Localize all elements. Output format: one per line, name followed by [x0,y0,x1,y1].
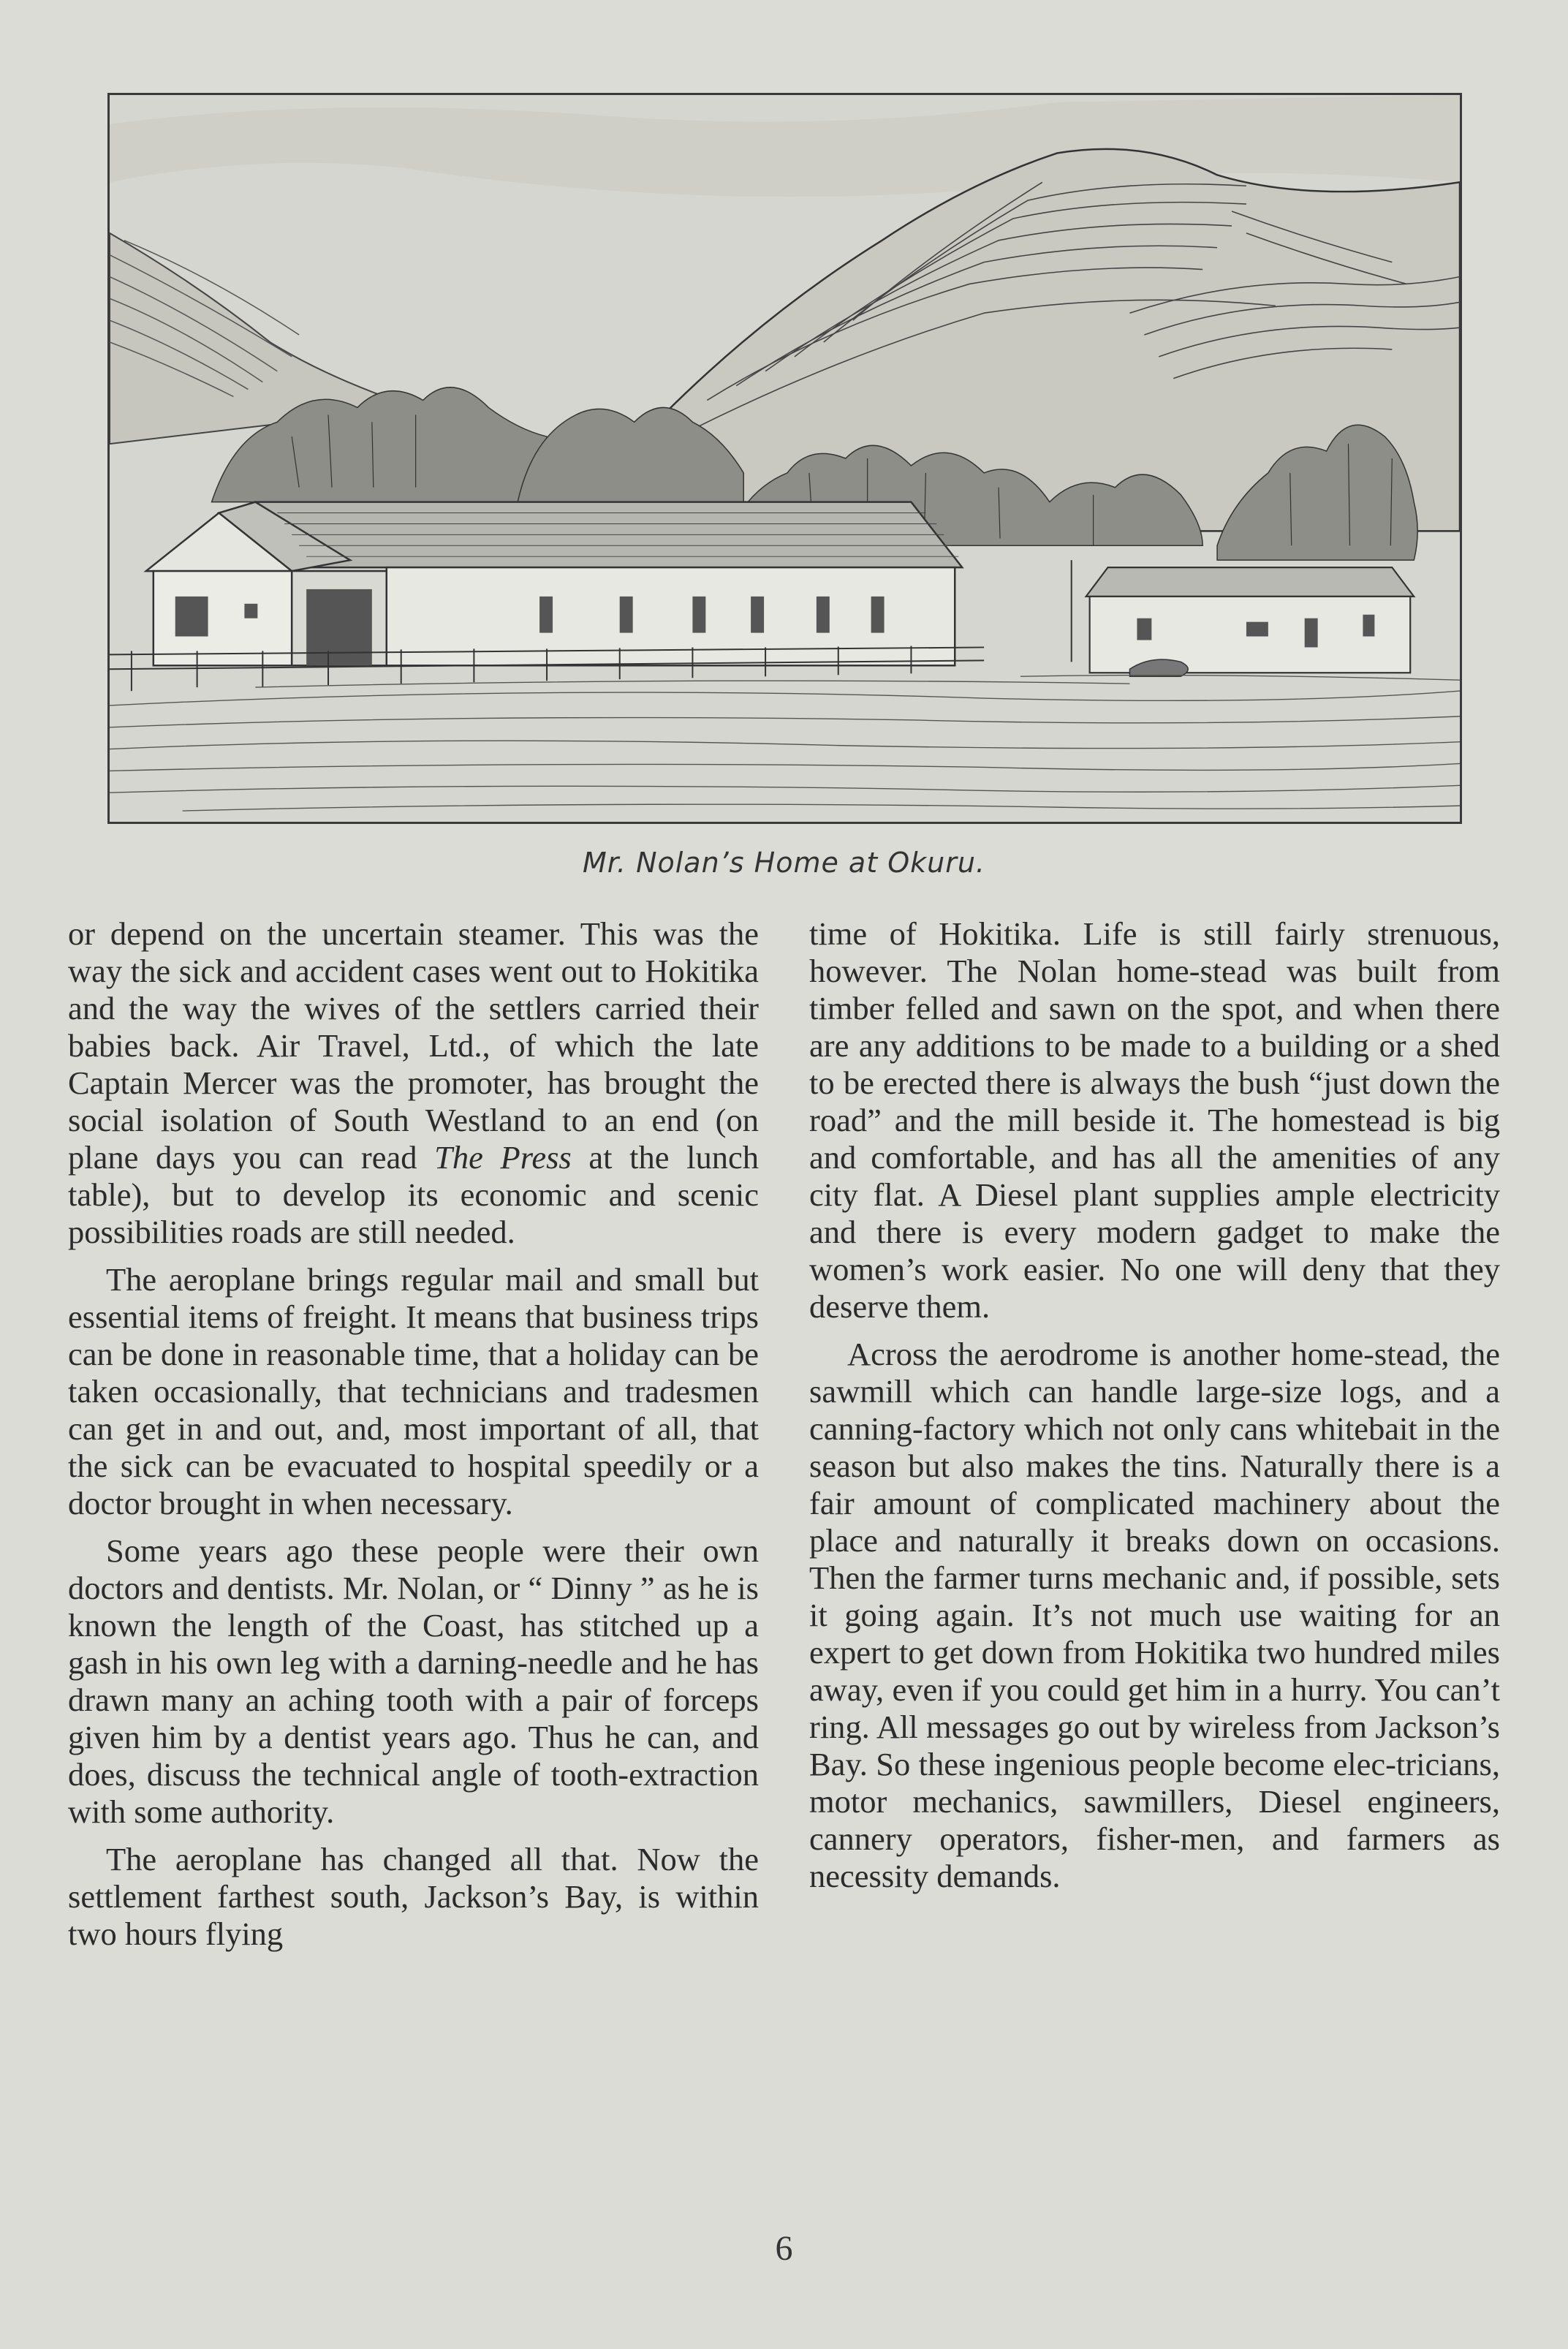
right-paragraph-1: time of Hokitika. Life is still fairly strenuous, however. The Nolan home-stead was built from timber felled and sawn on the spot, and when there are any additions to be made to a building or a shed to be erected there is always the bush “just down the road” and the mill beside it. The homestead is big and comfortable, and has all the amenities of any city flat. A Diesel plant supplies ample electricity and there is every modern gadget to make the women’s work easier. No one will deny that they deserve them. [809,915,1500,1325]
left-paragraph-3: Some years ago these people were their own doctors and dentists. Mr. Nolan, or “ Dinny ” as he is known the length of the Coast, has stitched up a gash in his own leg with a darning-needle and he has drawn many an aching tooth with a pair of forceps given him by a dentist years ago. Thus he can, and does, discuss the technical angle of tooth-extraction with some authority. [68,1532,759,1830]
right-column [809,915,1500,1905]
left-column [68,915,759,1963]
left-paragraph-2: The aeroplane brings regular mail and small but essential items of freight. It means that business trips can be done in reasonable time, that a holiday can be taken occasionally, that technicians and tradesmen can get in and out, and, most important of all, that the sick can be evacuated to hospital speedily or a doctor brought in when necessary. [68,1261,759,1521]
homestead-illustration [107,93,1462,824]
sketch-drawing [110,95,1460,822]
left-paragraph-1-end: at the lunch table), but to develop its economic and scenic possibilities roads are still needed. [68,1139,759,1250]
left-paragraph-1-text: or depend on the uncertain steamer. This was the way the sick and accident cases went out to Hokitika and the way the wives of the settlers carried their babies back. Air Travel, Ltd., of which the late Captain Mercer was the promoter, has brought the social isolation of South Westland to an end (on plane days you can read [68,915,759,1176]
illustration-caption: Mr. Nolan’s Home at Okuru. [583,847,985,879]
right-paragraph-2: Across the aerodrome is another home-stead, the sawmill which can handle large-size logs, and a canning-factory which not only cans whitebait in the season but also makes the tins. Naturally there is a fair amount of complicated machinery about the place and naturally it breaks down on occasions. Then the farmer turns mechanic and, if possible, sets it going again. It’s not much use waiting for an expert to get down from Hokitika two hundred miles away, even if you could get him in a hurry. You can’t ring. All messages go out by wireless from Jackson’s Bay. So these ingenious people become elec-tricians, motor mechanics, sawmillers, Diesel engineers, cannery operators, fisher-men, and farmers as necessity demands. [809,1336,1500,1894]
newspaper-title: The Press [434,1139,572,1176]
left-paragraph-4: The aeroplane has changed all that. Now the settlement farthest south, Jackson’s Bay, is within two hours flying [68,1841,759,1952]
page-number: 6 [775,2229,793,2268]
left-paragraph-1 [68,915,759,1251]
